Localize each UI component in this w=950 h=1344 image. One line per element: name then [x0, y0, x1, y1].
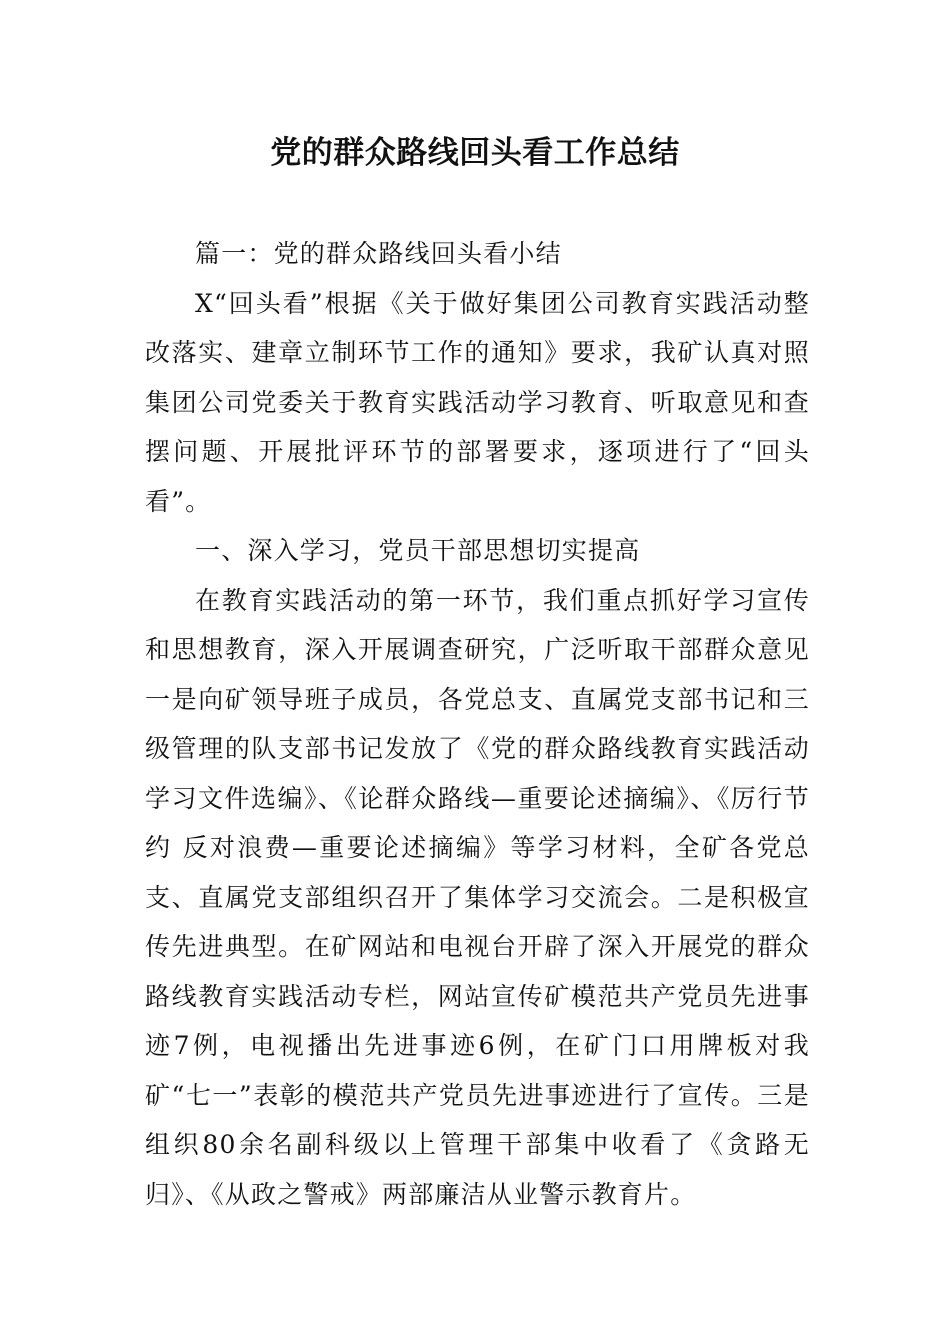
- document-body: [145, 229, 810, 1219]
- document-title: 党的群众路线回头看工作总结: [270, 135, 680, 171]
- intro-paragraph: X“回头看”根据《关于做好集团公司教育实践活动整改落实、建章立制环节工作的通知》要求，我矿认真对照集团公司党委关于教育实践活动学习教育、听取意见和查摆问题、开展批评环节的部署要求，逐项进行了“回头看”。: [145, 288, 810, 516]
- section-heading-part-one: 篇一：党的群众路线回头看小结: [195, 239, 562, 268]
- study-paragraph: 在教育实践活动的第一环节，我们重点抓好学习宣传和思想教育，深入开展调查研究，广泛听取干部群众意见一是向矿领导班子成员，各党总支、直属党支部书记和三级管理的队支部书记发放了《党的群众路线教育实践活动学习文件选编》、《论群众路线—重要论述摘编》、《厉行节约 反对浪费—重要论述摘编》等学习材料，全矿各党总支、直属党支部组织召开了集体学习交流会。二是积极宣传先进典型。在矿网站和电视台开辟了深入开展党的群众路线教育实践活动专栏，网站宣传矿模范共产党员先进事迹7例，电视播出先进事迹6例，在矿门口用牌板对我矿“七一”表彰的模范共产党员先进事迹进行了宣传。三是组织80余名副科级以上管理干部集中收看了《贪路无归》、《从政之警戒》两部廉洁从业警示教育片。: [145, 585, 810, 1209]
- section-heading-study: 一、深入学习，党员干部思想切实提高: [195, 536, 641, 565]
